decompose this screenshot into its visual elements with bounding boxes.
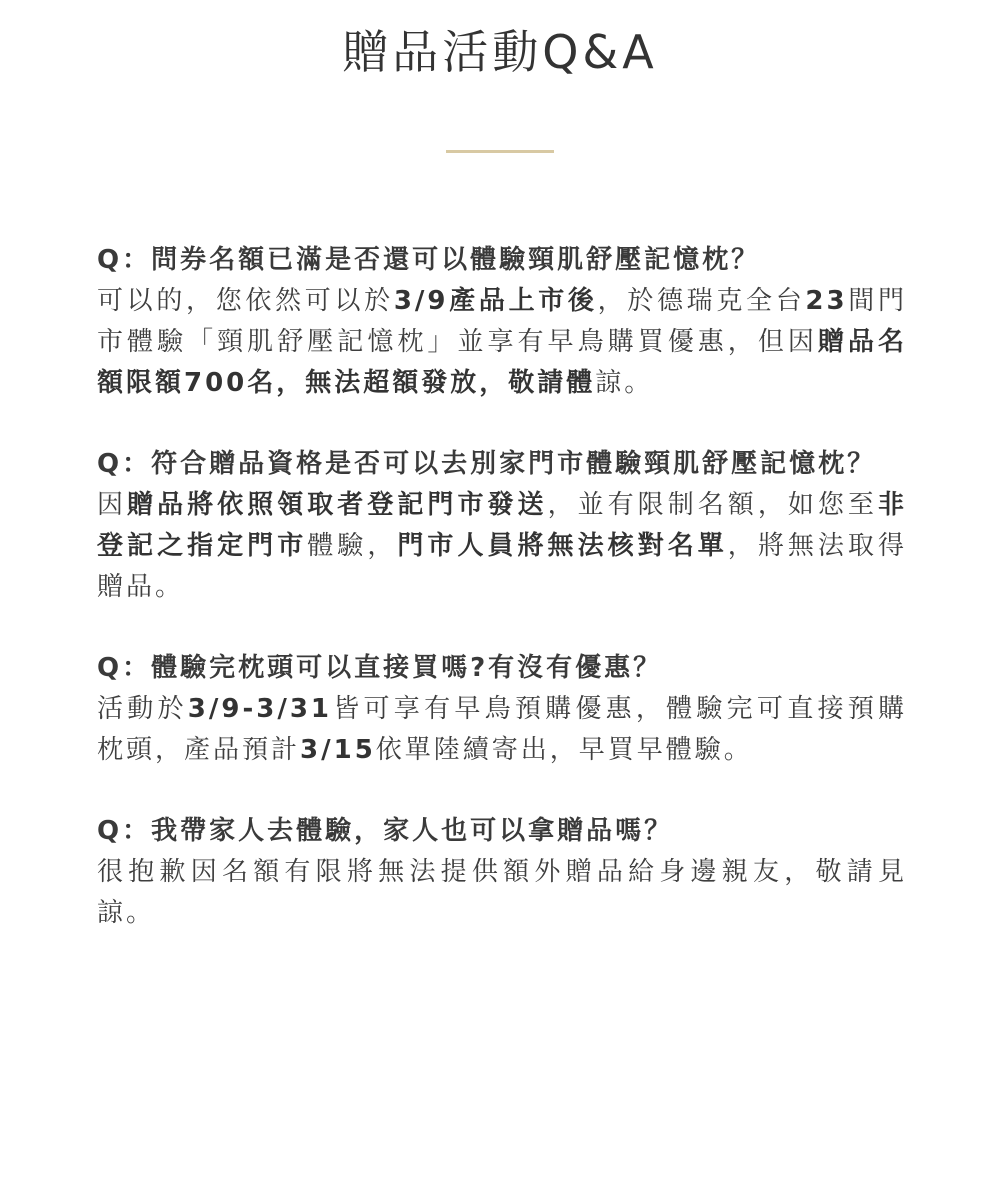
answer-text: 諒。: [595, 368, 654, 398]
answer-text: ，並有限制名額，如您至: [547, 490, 878, 520]
answer-text: ，將無法取得贈品。: [97, 531, 907, 602]
answer-highlight: 23: [805, 286, 848, 316]
answer: [97, 485, 907, 608]
qa-item: [97, 811, 907, 934]
answer-text: 可以的，您依然可以於: [97, 286, 394, 316]
answer-text: 依單陸續寄出，早買早體驗。: [375, 735, 753, 765]
answer: [97, 281, 907, 404]
answer-text: 體驗，: [307, 531, 398, 561]
question: Q：符合贈品資格是否可以去別家門市體驗頸肌舒壓記憶枕？: [97, 449, 877, 479]
answer-text: 因: [97, 490, 128, 520]
answer-highlight: 3/15: [300, 735, 376, 765]
answer-highlight: 門市人員將無法核對名單: [397, 531, 728, 561]
answer: [97, 689, 907, 771]
answer-highlight: 3/9-3/31: [187, 694, 333, 724]
qa-item: [97, 444, 907, 608]
answer-highlight: 贈品將依照領取者登記門市發送: [127, 490, 548, 520]
qa-item: [97, 240, 907, 404]
page-title: 贈品活動Q&A: [342, 25, 658, 79]
answer-text: 很抱歉因名額有限將無法提供額外贈品給身邊親友，敬請見諒。: [97, 857, 907, 928]
answer-highlight: 非登記之指定門市: [97, 490, 907, 561]
answer-text: 間門市體驗「頸肌舒壓記憶枕」並享有早鳥購買優惠，但因: [97, 286, 907, 357]
answer-text: 活動於: [97, 694, 188, 724]
answer: [97, 852, 907, 934]
answer-highlight: 3/9產品上市後: [393, 286, 598, 316]
answer-highlight: 贈品名額限額700名，無法超額發放，敬請體: [97, 327, 907, 398]
title-divider: [446, 150, 554, 153]
question: Q：我帶家人去體驗，家人也可以拿贈品嗎？: [97, 816, 674, 846]
answer-text: ，於德瑞克全台: [597, 286, 806, 316]
qa-item: [97, 648, 907, 771]
question: Q：體驗完枕頭可以直接買嗎?有沒有優惠？: [97, 653, 663, 683]
qa-list: [97, 240, 907, 974]
question: Q：問券名額已滿是否還可以體驗頸肌舒壓記憶枕？: [97, 245, 761, 275]
answer-text: 皆可享有早鳥預購優惠，體驗完可直接預購枕頭，產品預計: [97, 694, 907, 765]
